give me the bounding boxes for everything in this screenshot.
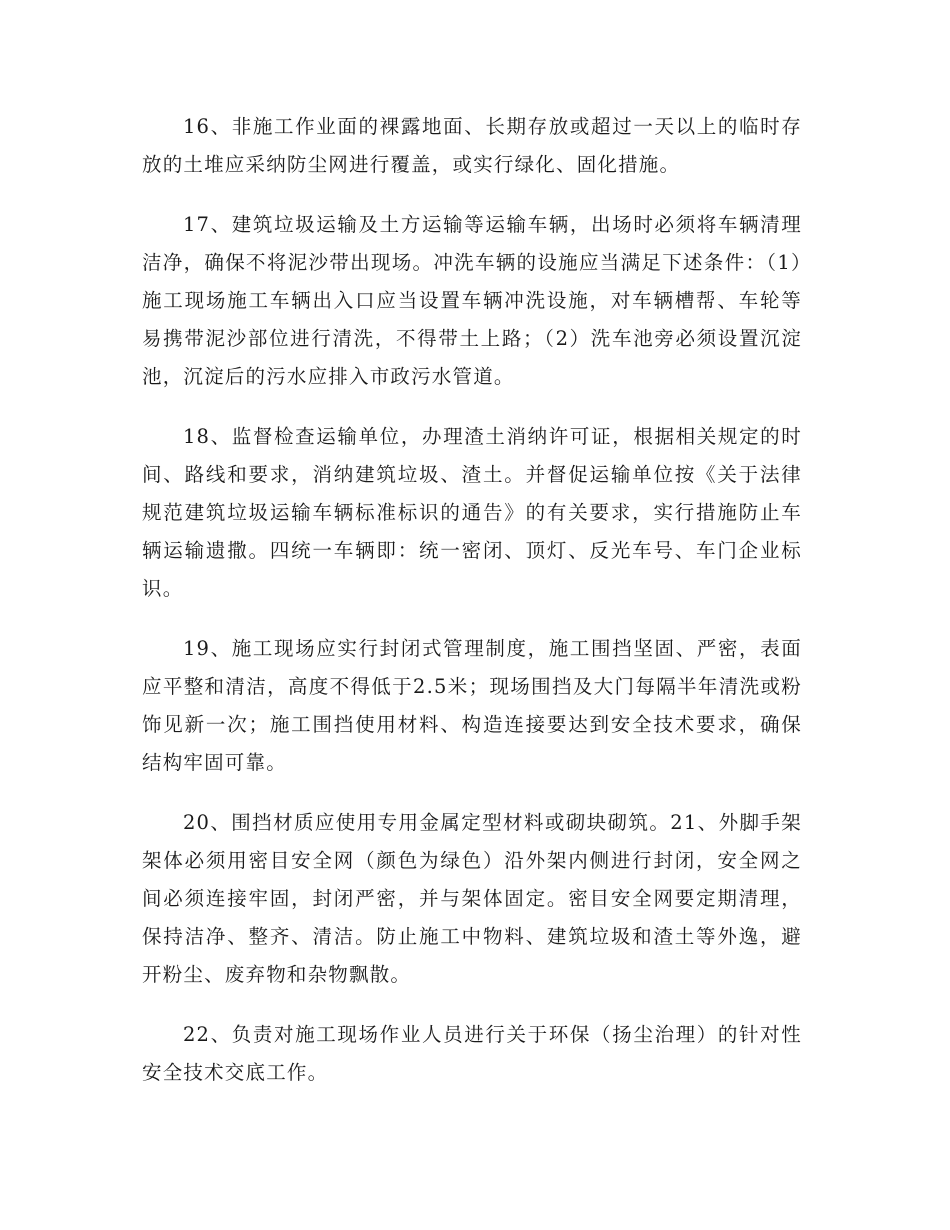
paragraph-20-21: 20、围挡材质应使用专用金属定型材料或砌块砌筑。21、外脚手架架体必须用密目安全网（颜色为绿色）沿外架内侧进行封闭，安全网之间必须连接牢固，封闭严密，并与架体固定。密目安全网要定期清理，保持洁净、整齐、清洁。防止施工中物料、建筑垃圾和渣土等外逸，避开粉尘、废弃物和杂物飘散。 (142, 811, 802, 986)
paragraph-18: 18、监督检查运输单位，办理渣土消纳许可证，根据相关规定的时间、路线和要求，消纳建筑垃圾、渣土。并督促运输单位按《关于法律规范建筑垃圾运输车辆标准标识的通告》的有关要求，实行措施防止车辆运输遗撒。四统一车辆即：统一密闭、顶灯、反光车号、车门企业标识。 (142, 425, 802, 600)
document-body (142, 108, 802, 1114)
paragraph-16: 16、非施工作业面的裸露地面、长期存放或超过一天以上的临时存放的土堆应采纳防尘网进行覆盖，或实行绿化、固化措施。 (142, 115, 802, 176)
paragraph-22: 22、负责对施工现场作业人员进行关于环保（扬尘治理）的针对性安全技术交底工作。 (142, 1023, 802, 1084)
paragraph-19: 19、施工现场应实行封闭式管理制度，施工围挡坚固、严密，表面应平整和清洁，高度不得低于2.5米；现场围挡及大门每隔半年清洗或粉饰见新一次；施工围挡使用材料、构造连接要达到安全技术要求，确保结构牢固可靠。 (142, 637, 802, 774)
paragraph-17: 17、建筑垃圾运输及土方运输等运输车辆，出场时必须将车辆清理洁净，确保不将泥沙带出现场。冲洗车辆的设施应当满足下述条件：（1）施工现场施工车辆出入口应当设置车辆冲洗设施，对车辆槽帮、车轮等易携带泥沙部位进行清洗，不得带土上路；（2）洗车池旁必须设置沉淀池，沉淀后的污水应排入市政污水管道。 (142, 213, 802, 388)
